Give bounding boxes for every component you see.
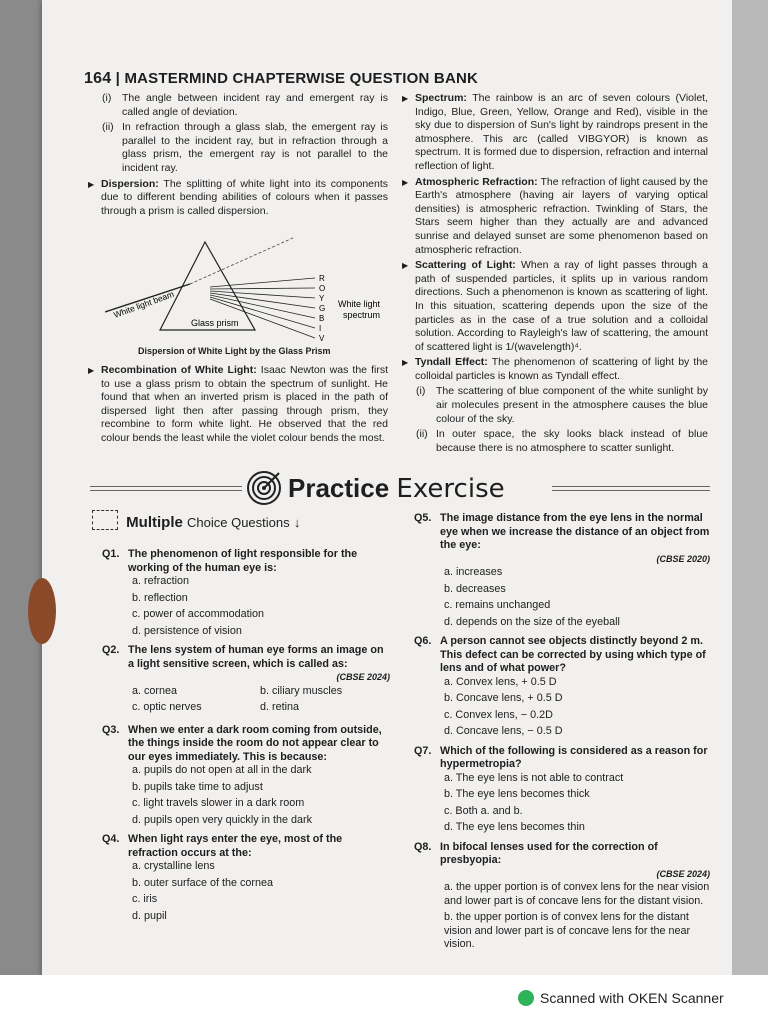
answer-option: d. depends on the size of the eyeball xyxy=(444,615,620,628)
answer-option: b. ciliary muscles xyxy=(260,684,343,697)
color-letter: G xyxy=(319,304,326,313)
answer-option: b. The eye lens becomes thick xyxy=(444,788,590,800)
scattering-paragraph: ▶ Scattering of Light: When a ray of light passes through a path of suspended particles, it splits up in various random directions. Such a phenomenon is known as scattering of light. In this situation, scattering depends upon the size of the particles as in the case of a true solution and a colloidal solution. According to Rayleigh's law of scattering, the amount of scattered light is 1/(wavelength)⁴. xyxy=(402,259,708,354)
color-letter: O xyxy=(319,284,326,293)
question-block xyxy=(414,635,710,739)
question-text xyxy=(102,724,390,765)
question-block xyxy=(102,644,390,718)
answer-option: d. The eye lens becomes thin xyxy=(444,821,585,833)
question-body: When we enter a dark room coming from outside, the things inside the room do not appear clear to our eyes immediately. This is because: xyxy=(128,723,382,763)
answer-option: c. remains unchanged xyxy=(444,599,551,611)
answer-option: b. decreases xyxy=(444,582,506,595)
spectrum-label-2: spectrum xyxy=(343,310,381,320)
deviation-point: (i) The angle between incident ray and emergent ray is called angle of deviation. xyxy=(102,92,388,118)
atmospheric-refraction-paragraph: ▶ Atmospheric Refraction: The refraction of light caused by the Earth's atmosphere (having air layers of varying optical densities) is atmospheric refraction. Twinkling of Stars, the Stars seem higher than they actually are and advanced sunrise and delayed sunset are some phenomenon based on atmospheric refraction. xyxy=(402,176,708,258)
answer-option: a. crystalline lens xyxy=(132,860,215,872)
book-title: MASTERMIND CHAPTERWISE QUESTION BANK xyxy=(124,70,479,87)
question-block xyxy=(414,512,710,629)
answer-option: a. The eye lens is not able to contract xyxy=(444,771,624,784)
answer-option: c. optic nerves xyxy=(132,701,202,713)
tyndall-point-2: (ii) In outer space, the sky looks black instead of blue because there is no atmosphere to scatter sunlight. xyxy=(416,428,708,454)
questions-right xyxy=(414,512,710,958)
question-number: Q7. xyxy=(414,744,432,757)
question-text xyxy=(414,745,710,772)
question-number: Q2. xyxy=(102,644,120,656)
practice-exercise-banner xyxy=(90,473,710,503)
target-icon xyxy=(246,470,282,506)
prism-shape xyxy=(160,242,255,330)
question-block xyxy=(102,833,390,923)
tyndall-point-1: (i) The scattering of blue component of the white sunlight by air molecules present in the atmosphere causes the blue colour of the sky. xyxy=(416,385,708,425)
answer-option: a. the upper portion is of convex lens for the near vision and lower part is of concave lens for the distant vision. xyxy=(444,881,710,907)
page-number: 164 xyxy=(84,70,112,87)
question-number: Q6. xyxy=(414,635,432,647)
answer-option: b. reflection xyxy=(132,591,188,604)
right-column-top xyxy=(402,92,708,457)
scanner-logo-icon xyxy=(518,990,534,1006)
answer-option: b. Concave lens, + 0.5 D xyxy=(444,692,563,704)
question-body: The lens system of human eye forms an image on a light sensitive screen, which is called as: xyxy=(128,644,384,670)
spectrum-label-1: White light xyxy=(338,299,381,309)
source-tag: (CBSE 2024) xyxy=(336,672,390,682)
dispersed-ray xyxy=(210,293,315,308)
mcq-heading: Multiple Choice Questions ↓ xyxy=(92,510,300,531)
diagram-caption: Dispersion of White Light by the Glass Prism xyxy=(138,346,331,356)
page-tab xyxy=(28,578,56,644)
question-number: Q8. xyxy=(414,840,432,853)
dispersed-ray xyxy=(210,295,315,318)
question-text xyxy=(414,841,710,868)
question-number: Q1. xyxy=(102,548,120,560)
answer-option: a. cornea xyxy=(132,684,178,697)
slab-prism-point: (ii) In refraction through a glass slab, the emergent ray is parallel to the incident ray, but in refraction through a glass prism, the emergent ray is not parallel to the incident ray. xyxy=(102,121,388,174)
answer-option: a. increases xyxy=(444,566,503,578)
question-number: Q5. xyxy=(414,512,432,524)
puzzle-icon xyxy=(92,510,118,530)
answer-option: a. refraction xyxy=(132,575,190,587)
color-letter: V xyxy=(319,334,325,343)
spectrum-paragraph: ▶ Spectrum: The rainbow is an arc of seven colours (Violet, Indigo, Blue, Green, Yellow, Orange and Red), visible in the sky due to dispersion of Sun's light by raindrops present in the atmosphere. This arc (called VIBGYOR) is known as spectrum. It is formed due to dispersion, refraction and internal reflection of light. xyxy=(402,92,708,174)
prism-label: Glass prism xyxy=(191,318,239,328)
banner-title: Practice Exercise xyxy=(288,473,505,504)
page-edge xyxy=(732,0,768,1024)
page-header xyxy=(84,70,478,88)
answer-option: a. Convex lens, + 0.5 D xyxy=(444,675,557,688)
color-letters xyxy=(319,274,325,343)
dispersion-paragraph: ▶ Dispersion: The splitting of white light into its components due to different bending abilities of colours when it passes through a prism is called dispersion. xyxy=(88,178,388,219)
question-number: Q3. xyxy=(102,723,120,736)
header-separator: | xyxy=(115,70,121,87)
question-block xyxy=(102,548,390,638)
question-block xyxy=(414,841,710,952)
answer-option: d. retina xyxy=(260,701,300,713)
color-letter: I xyxy=(319,324,322,333)
answer-option: c. Both a. and b. xyxy=(444,804,523,817)
answer-option: c. iris xyxy=(132,893,158,905)
left-column-bottom xyxy=(88,364,388,448)
dispersed-rays xyxy=(210,278,315,338)
color-letter: R xyxy=(319,274,325,283)
question-body: The phenomenon of light responsible for the working of the human eye is: xyxy=(128,548,358,574)
dispersed-ray xyxy=(210,291,315,298)
source-tag: (CBSE 2020) xyxy=(656,553,710,564)
questions-left xyxy=(102,548,390,929)
question-text xyxy=(102,548,390,575)
question-body: When light rays enter the eye, most of the refraction occurs at the: xyxy=(128,833,343,859)
question-text xyxy=(102,644,390,671)
tyndall-paragraph: ▶ Tyndall Effect: The phenomenon of scattering of light by the colloidal particles is known as Tyndall effect. xyxy=(402,356,708,383)
question-body: Which of the following is considered as a reason for hypermetropia? xyxy=(440,744,708,770)
answer-option: c. light travels slower in a dark room xyxy=(132,797,305,809)
scanner-watermark: Scanned with OKEN Scanner xyxy=(518,990,724,1006)
banner-line-left xyxy=(90,486,242,491)
question-text xyxy=(414,635,710,676)
question-block xyxy=(414,745,710,835)
answer-option: d. pupil xyxy=(132,909,167,922)
question-text xyxy=(102,833,390,860)
answer-option: b. pupils take time to adjust xyxy=(132,780,263,793)
answer-option: d. pupils open very quickly in the dark xyxy=(132,813,313,826)
color-letter: B xyxy=(319,314,325,323)
question-body: A person cannot see objects distinctly beyond 2 m. This defect can be corrected by using which type of lens and of what power? xyxy=(440,635,706,674)
question-block xyxy=(102,724,390,828)
answer-option: c. Convex lens, − 0.2D xyxy=(444,708,553,721)
question-body: In bifocal lenses used for the correction of presbyopia: xyxy=(440,840,658,866)
answer-option: d. Concave lens, − 0.5 D xyxy=(444,725,563,737)
question-text xyxy=(414,512,710,553)
prism-diagram xyxy=(105,232,405,352)
source-tag: (CBSE 2024) xyxy=(656,868,710,879)
beam-label: White light beam xyxy=(112,288,176,320)
left-column-top xyxy=(88,92,388,220)
answer-option: c. power of accommodation xyxy=(132,608,265,620)
recombination-paragraph: ▶ Recombination of White Light: Isaac Newton was the first to use a glass prism to obtain the spectrum of sunlight. He found that when an inverted prism is placed in the path of dispersed light then after passing through prism, they recombine to form white light. He observed that the red colour bends the least while the violet colour bends the most. xyxy=(88,364,388,446)
answer-option: a. pupils do not open at all in the dark xyxy=(132,764,312,776)
answer-option: b. outer surface of the cornea xyxy=(132,876,274,889)
answer-option: d. persistence of vision xyxy=(132,624,242,637)
banner-line-right xyxy=(552,486,710,491)
question-number: Q4. xyxy=(102,833,120,845)
answer-option: b. the upper portion is of convex lens for the distant vision and lower part is of concave lens for the near vision. xyxy=(444,911,691,950)
dispersed-ray xyxy=(210,288,315,289)
question-body: The image distance from the eye lens in the normal eye when we increase the distance of an object from the eye: xyxy=(440,512,710,551)
color-letter: Y xyxy=(319,294,325,303)
